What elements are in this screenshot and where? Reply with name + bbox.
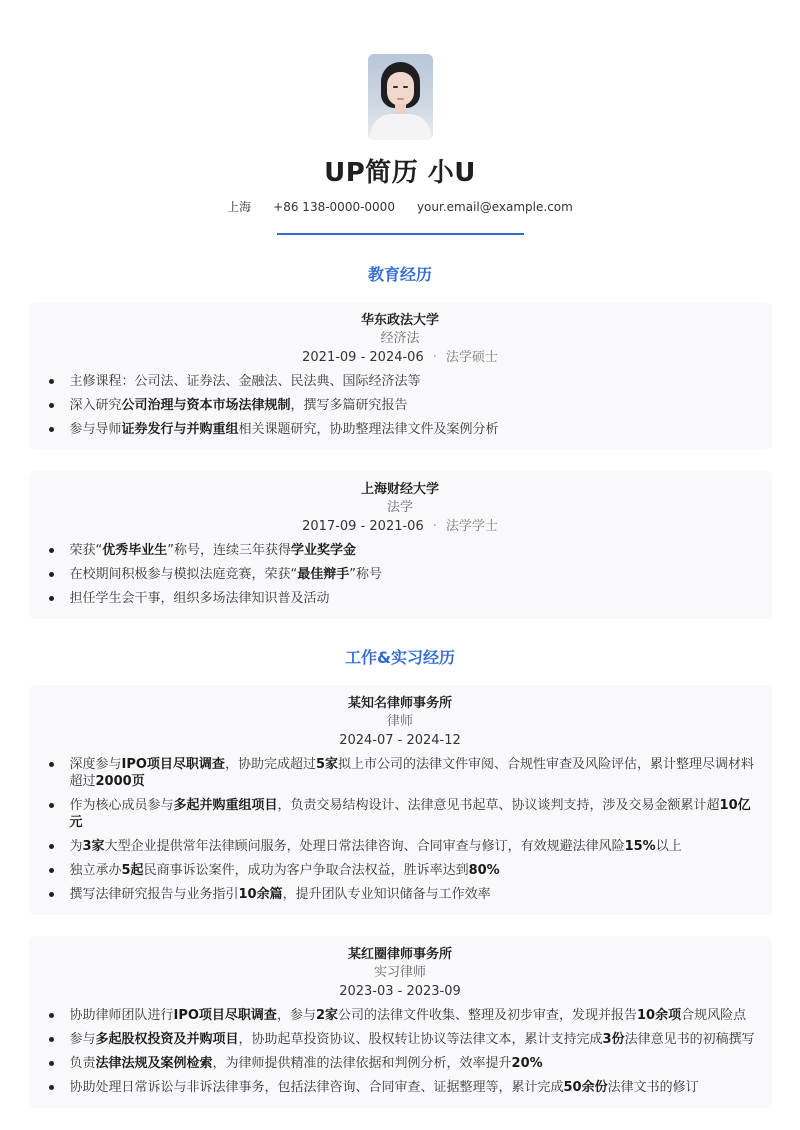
education-card-header bbox=[45, 312, 756, 368]
highlight-text: 5起 bbox=[121, 863, 144, 878]
bullet-item: 为3家大型企业提供常年法律顾问服务，处理日常法律咨询、合同审查与修订，有效规避法律风险15%以上 bbox=[45, 838, 756, 855]
highlight-text: 10亿元 bbox=[69, 798, 751, 830]
highlight-text: 50余份 bbox=[563, 1080, 608, 1095]
bullet-item: 撰写法律研究报告与业务指引10余篇，提升团队专业知识储备与工作效率 bbox=[45, 886, 756, 903]
bullet-list bbox=[45, 542, 756, 607]
bullet-item: 协助处理日常诉讼与非诉法律事务，包括法律咨询、合同审查、证据整理等，累计完成50余份法律文书的修订 bbox=[45, 1079, 756, 1096]
bullet-list bbox=[45, 373, 756, 438]
highlight-text: 3份 bbox=[602, 1032, 625, 1047]
section-title-work: 工作&实习经历 bbox=[345, 648, 455, 667]
header-divider bbox=[277, 233, 524, 235]
work-card bbox=[29, 685, 772, 915]
education-meta bbox=[45, 517, 756, 537]
bullet-item: 深入研究公司治理与资本市场法律规制，撰写多篇研究报告 bbox=[45, 397, 756, 414]
bullet-list bbox=[45, 1007, 756, 1096]
company-name: 某知名律师事务所 bbox=[347, 696, 452, 711]
work-period: 2023-03 - 2023-09 bbox=[339, 984, 461, 999]
bullet-item: 深度参与IPO项目尽职调查，协助完成超过5家拟上市公司的法律文件审阅、合规性审查及风险评估，累计整理尽调材料超过2000页 bbox=[45, 756, 756, 790]
highlight-text: 最佳辩手 bbox=[297, 567, 350, 582]
highlight-text: IPO项目尽职调查 bbox=[121, 757, 225, 772]
study-period: 2017-09 - 2021-06 bbox=[302, 519, 424, 534]
major: 法学 bbox=[386, 500, 413, 515]
highlight-text: 2000页 bbox=[95, 774, 145, 789]
highlight-text: 多起并购重组项目 bbox=[173, 798, 278, 813]
bullet-list bbox=[45, 756, 756, 903]
candidate-name: UP简历 小U bbox=[324, 158, 476, 188]
work-period: 2024-07 - 2024-12 bbox=[339, 733, 461, 748]
work-card-header bbox=[45, 695, 756, 751]
highlight-text: 3家 bbox=[82, 839, 105, 854]
bullet-item: 负责法律法规及案例检索，为律师提供精准的法律依据和判例分析，效率提升20% bbox=[45, 1055, 756, 1072]
bullet-item: 协助律师团队进行IPO项目尽职调查，参与2家公司的法律文件收集、整理及初步审查，发现并报告10余项合规风险点 bbox=[45, 1007, 756, 1024]
contact-location: 上海 bbox=[227, 200, 252, 214]
section-title-education: 教育经历 bbox=[367, 265, 432, 284]
bullet-item: 主修课程：公司法、证券法、金融法、民法典、国际经济法等 bbox=[45, 373, 756, 390]
work-card-header bbox=[45, 946, 756, 1002]
highlight-text: 2家 bbox=[315, 1008, 338, 1023]
education-card-header bbox=[45, 481, 756, 537]
job-role: 实习律师 bbox=[373, 965, 426, 980]
highlight-text: 20% bbox=[511, 1056, 543, 1071]
degree: 法学学士 bbox=[445, 519, 498, 534]
highlight-text: 法律法规及案例检索 bbox=[95, 1056, 213, 1071]
bullet-item: 独立承办5起民商事诉讼案件，成功为客户争取合法权益，胜诉率达到80% bbox=[45, 862, 756, 879]
education-card bbox=[29, 471, 772, 619]
bullet-item: 荣获“优秀毕业生”称号，连续三年获得学业奖学金 bbox=[45, 542, 756, 559]
highlight-text: 证券发行与并购重组 bbox=[121, 422, 239, 437]
contact-phone: +86 138-0000-0000 bbox=[273, 200, 395, 214]
highlight-text: 10余项 bbox=[637, 1008, 682, 1023]
major: 经济法 bbox=[380, 331, 420, 346]
highlight-text: 多起股权投资及并购项目 bbox=[95, 1032, 239, 1047]
highlight-text: 10余篇 bbox=[238, 887, 283, 902]
contact-email: your.email@example.com bbox=[416, 200, 573, 214]
school-name: 华东政法大学 bbox=[360, 313, 439, 328]
highlight-text: 80% bbox=[468, 863, 500, 878]
avatar-body-shape bbox=[370, 114, 431, 140]
highlight-text: 优秀毕业生 bbox=[102, 543, 168, 558]
work-card bbox=[29, 936, 772, 1108]
education-meta bbox=[45, 348, 756, 368]
bullet-item: 参与导师证券发行与并购重组相关课题研究，协助整理法律文件及案例分析 bbox=[45, 421, 756, 438]
avatar-eye-shape bbox=[403, 86, 408, 88]
highlight-text: 5家 bbox=[315, 757, 338, 772]
bullet-item: 在校期间积极参与模拟法庭竞赛，荣获“最佳辩手”称号 bbox=[45, 566, 756, 583]
resume-header bbox=[0, 0, 800, 235]
school-name: 上海财经大学 bbox=[360, 482, 439, 497]
education-card bbox=[29, 302, 772, 450]
highlight-text: 学业奖学金 bbox=[291, 543, 357, 558]
avatar bbox=[368, 54, 433, 140]
highlight-text: IPO项目尽职调查 bbox=[173, 1008, 277, 1023]
highlight-text: 15% bbox=[624, 839, 656, 854]
avatar-face-shape bbox=[387, 72, 414, 106]
contact-info bbox=[227, 198, 573, 216]
job-role: 律师 bbox=[386, 714, 413, 729]
company-name: 某红圈律师事务所 bbox=[347, 947, 452, 962]
separator-dot: · bbox=[432, 519, 437, 534]
highlight-text: 公司治理与资本市场法律规制 bbox=[121, 398, 291, 413]
degree: 法学硕士 bbox=[445, 350, 498, 365]
bullet-item: 参与多起股权投资及并购项目，协助起草投资协议、股权转让协议等法律文本，累计支持完成3份法律意见书的初稿撰写 bbox=[45, 1031, 756, 1048]
avatar-lip-shape bbox=[397, 98, 404, 100]
bullet-item: 担任学生会干事，组织多场法律知识普及活动 bbox=[45, 590, 756, 607]
avatar-eye-shape bbox=[393, 86, 398, 88]
bullet-item: 作为核心成员参与多起并购重组项目，负责交易结构设计、法律意见书起草、协议谈判支持，涉及交易金额累计超10亿元 bbox=[45, 797, 756, 831]
separator-dot: · bbox=[432, 350, 437, 365]
study-period: 2021-09 - 2024-06 bbox=[302, 350, 424, 365]
